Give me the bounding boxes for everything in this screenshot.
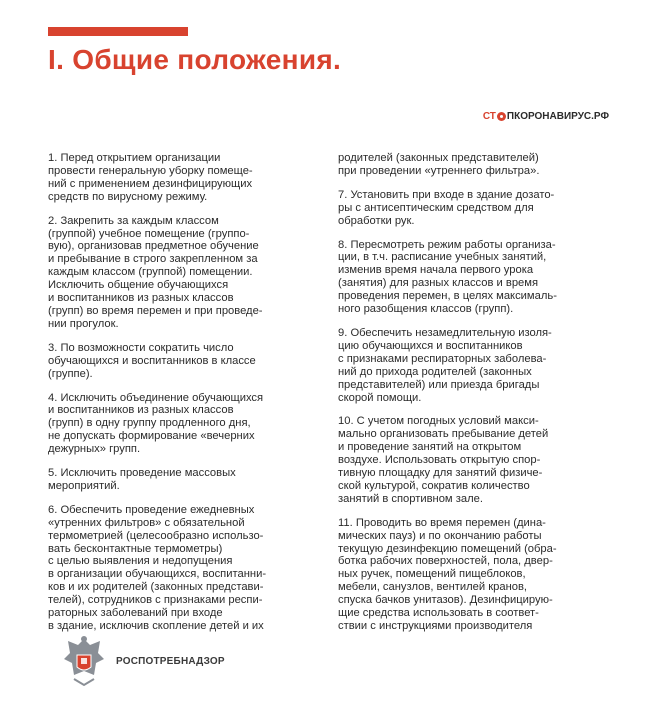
paragraph-8: 8. Пересмотреть режим работы организа- ции, в т.ч. расписание учебных занятий, изменив время начала первого урока (занятия) для разных классов и время проведения перемен, в целях максималь- ного разобщения классов (групп). <box>338 238 557 316</box>
paragraph-6: 6. Обеспечить проведение ежедневных «утренних фильтров» с обязательной термометрией (целесообразно использо- вать бесконтактные термометры) с целью выявления и недопущения в организации обучающихся, воспитанни- ков и их родителей (законных представи- телей), сотрудников с признаками респи- раторных заболеваний при входе в здание, исключив скопление детей и их <box>48 503 267 632</box>
rospotrebnadzor-emblem-icon <box>60 633 108 689</box>
logo-text-end: ПКОРОНАВИРУС.РФ <box>506 111 609 122</box>
stopkoronavirus-logo <box>483 111 609 122</box>
paragraph-6-continued: родителей (законных представителей) при проведении «утреннего фильтра». <box>338 152 540 177</box>
paragraph-2: 2. Закрепить за каждым классом (группой) учебное помещение (группо- вую), организовав предметное обучение и пребывание в строго закрепленном за каждым классом (группой) помещении. Исключить общение обучающихся и воспитанников из разных классов (групп) во время перемен и при проведе- нии прогулок. <box>48 214 263 330</box>
paragraph-5: 5. Исключить проведение массовых мероприятий. <box>48 467 236 492</box>
agency-name: РОСПОТРЕБНАДЗОР <box>116 655 225 667</box>
paragraph-7: 7. Установить при входе в здание дозато- ры с антисептическим средством для обработки рук. <box>338 188 555 227</box>
footer <box>60 633 225 689</box>
virus-icon <box>497 112 506 121</box>
paragraph-4: 4. Исключить объединение обучающихся и воспитанников из разных классов (групп) в одну группу продленного дня, не допускать формирование «вечерних дежурных» групп. <box>48 391 264 456</box>
paragraph-9: 9. Обеспечить незамедлительную изоля- цию обучающихся и воспитанников с признаками респираторных заболева- ний до прихода родителей (законных представителей) или приезда бригады скорой помощи. <box>338 326 552 404</box>
paragraph-1: 1. Перед открытием организации провести генеральную уборку помеще- ний с применением дезинфицирующих средств по вирусному режиму. <box>48 152 253 203</box>
right-column <box>338 152 608 644</box>
paragraph-11: 11. Проводить во время перемен (дина- мических пауз) и по окончанию работы текущую дезинфекцию помещений (обра- ботка рабочих поверхностей, пола, двер- ных ручек, помещений пищеблоков, мебели, санузлов, вентилей кранов, спуска бачков унитазов). Дезинфицирую- щие средства использовать в соответ- ствии с инструкциями производителя <box>338 516 557 632</box>
paragraph-3: 3. По возможности сократить число обучающихся и воспитанников в классе (группе). <box>48 341 256 380</box>
page-title: I. Общие положения. <box>48 44 342 75</box>
title-accent-bar <box>48 27 188 36</box>
left-column <box>48 152 318 644</box>
paragraph-10: 10. С учетом погодных условий макси- мально организовать пребывание детей и проведение занятий на открытом воздухе. Использовать открытую спор- тивную площадку для занятий физиче- ской культурой, сократив количество занятий в спортивном зале. <box>338 415 549 505</box>
logo-text-start: СТ <box>482 111 496 122</box>
